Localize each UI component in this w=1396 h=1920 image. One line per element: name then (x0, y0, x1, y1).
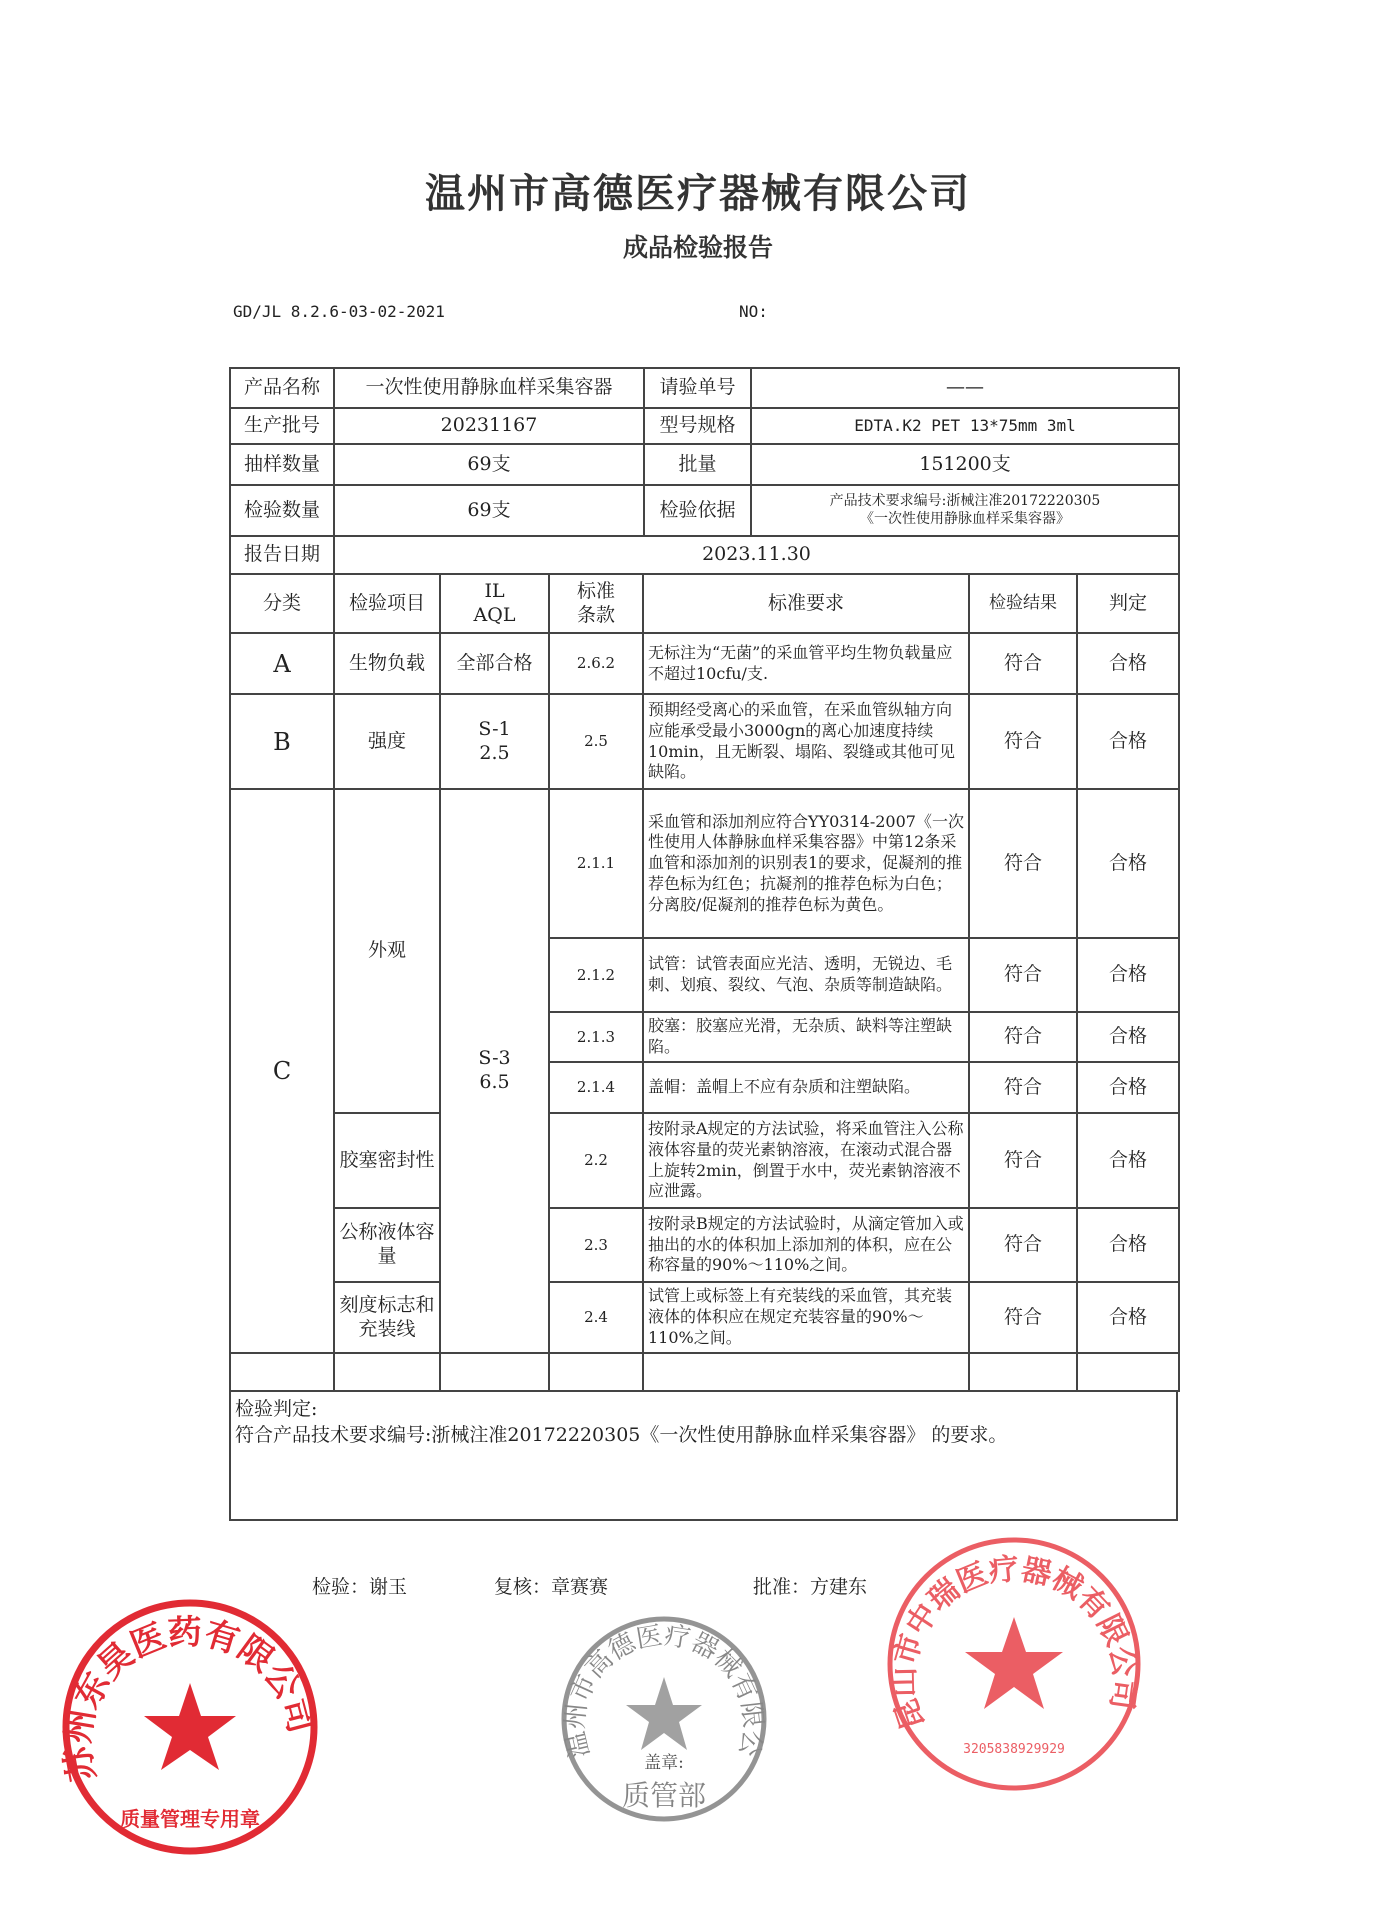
result: 符合 (969, 938, 1077, 1012)
donghao-quality-stamp (57, 1598, 322, 1856)
empty-cell (969, 1353, 1077, 1391)
header-category: 分类 (230, 574, 334, 633)
label: 报告日期 (230, 536, 334, 574)
stamp-ring-text: 昆山市中瑞医疗器械有限公司 (886, 1551, 1142, 1735)
table-row (230, 694, 1179, 789)
quality-dept-stamp (546, 1592, 768, 1823)
requirement: 按附录B规定的方法试验时，从滴定管加入或抽出的水的体积加上添加剂的体积，应在公称容量的90%～110%之间。 (643, 1208, 969, 1282)
star-icon (144, 1683, 236, 1770)
table-row (230, 633, 1179, 694)
result: 符合 (969, 789, 1077, 938)
result: 符合 (969, 1282, 1077, 1353)
empty-cell (643, 1353, 969, 1391)
judgment: 合格 (1077, 1208, 1179, 1282)
clause: 2.1.2 (549, 938, 643, 1012)
requirement: 采血管和添加剂应符合YY0314-2007《一次性使用人体静脉血样采集容器》中第12条采血管和添加剂的识别表1的要求，促凝剂的推荐色标为红色；抗凝剂的推荐色标为白色；分离胶/促凝剂的推荐色标为黄色。 (643, 789, 969, 938)
judgment: 合格 (1077, 1282, 1179, 1353)
header-result: 检验结果 (969, 574, 1077, 633)
judgment: 合格 (1077, 694, 1179, 789)
clause: 2.1.3 (549, 1012, 643, 1062)
result: 符合 (969, 1113, 1077, 1208)
judgment: 合格 (1077, 1062, 1179, 1113)
model-spec: EDTA.K2 PET 13*75mm 3ml (751, 408, 1179, 444)
item: 外观 (334, 789, 440, 1113)
batch-no: 20231167 (334, 408, 644, 444)
empty-row (230, 1353, 1179, 1391)
empty-cell (1077, 1353, 1179, 1391)
requirement: 胶塞：胶塞应光滑，无杂质、缺料等注塑缺陷。 (643, 1012, 969, 1062)
seal-label: 盖章: (644, 1753, 684, 1773)
label: 抽样数量 (230, 444, 334, 485)
basis-line: 产品技术要求编号:浙械注准20172220305 (829, 493, 1101, 509)
inspect-qty: 69支 (334, 485, 644, 536)
table-row (230, 789, 1179, 938)
header-clause (549, 574, 643, 633)
stamp-bottom-text: 质管部 (621, 1779, 707, 1812)
category: A (230, 633, 334, 694)
aql: 全部合格 (440, 633, 549, 694)
company-title: 温州市高德医疗器械有限公司 (425, 170, 971, 217)
star-icon (626, 1677, 702, 1750)
verdict-text: 符合产品技术要求编号:浙械注准20172220305《一次性使用静脉血样采集容器》 的要求。 (235, 1424, 1008, 1446)
clause: 2.1.4 (549, 1062, 643, 1113)
il: S-1 (478, 717, 511, 740)
aql: 6.5 (479, 1071, 510, 1093)
request-no: —— (751, 368, 1179, 408)
requirement: 按附录A规定的方法试验，将采血管注入公称液体容量的荧光素钠溶液，在滚动式混合器上旋转2min，倒置于水中，荧光素钠溶液不应泄露。 (643, 1113, 969, 1208)
table-row (230, 1208, 1179, 1282)
inspection-table (229, 573, 1180, 1392)
empty-cell (230, 1353, 334, 1391)
result: 符合 (969, 1208, 1077, 1282)
il: S-3 (478, 1047, 511, 1070)
stamp-ring-text: 苏州东昊医药有限公司 (57, 1612, 322, 1785)
result: 符合 (969, 1062, 1077, 1113)
stamp-code: 3205838929929 (963, 1742, 1065, 1757)
document-code: GD/JL 8.2.6-03-02-2021 (233, 302, 445, 321)
clause: 2.4 (549, 1282, 643, 1353)
empty-cell (334, 1353, 440, 1391)
product-info-table (229, 367, 1180, 575)
label: 检验数量 (230, 485, 334, 536)
stamp-bottom-text: 质量管理专用章 (120, 1807, 260, 1831)
requirement: 盖帽：盖帽上不应有杂质和注塑缺陷。 (643, 1062, 969, 1113)
label: 生产批号 (230, 408, 334, 444)
result: 符合 (969, 1012, 1077, 1062)
product-name: 一次性使用静脉血样采集容器 (334, 368, 644, 408)
label: 产品名称 (230, 368, 334, 408)
result: 符合 (969, 694, 1077, 789)
basis-line: 《一次性使用静脉血样采集容器》 (860, 510, 1070, 527)
judgment: 合格 (1077, 633, 1179, 694)
sample-qty: 69支 (334, 444, 644, 485)
reviewer-signature: 复核：章赛赛 (494, 1576, 609, 1598)
judgment: 合格 (1077, 1113, 1179, 1208)
clause: 2.1.1 (549, 789, 643, 938)
requirement: 无标注为“无菌”的采血管平均生物负载量应不超过10cfu/支. (643, 633, 969, 694)
empty-cell (549, 1353, 643, 1391)
number-label: NO: (739, 302, 768, 321)
label: 型号规格 (644, 408, 751, 444)
category: C (230, 789, 334, 1353)
inspector-signature: 检验：谢玉 (312, 1576, 408, 1598)
clause: 2.6.2 (549, 633, 643, 694)
header-item: 检验项目 (334, 574, 440, 633)
item: 公称液体容量 (334, 1208, 440, 1282)
table-row (230, 1113, 1179, 1208)
t: 条款 (576, 603, 615, 626)
report-title: 成品检验报告 (622, 233, 773, 262)
label: 检验依据 (644, 485, 751, 536)
item: 生物负载 (334, 633, 440, 694)
t: 标准 (576, 579, 615, 602)
clause: 2.3 (549, 1208, 643, 1282)
judgment: 合格 (1077, 1012, 1179, 1062)
empty-cell (440, 1353, 549, 1391)
requirement: 试管上或标签上有充装线的采血管，其充装液体的体积应在规定充装容量的90%～110%之间。 (643, 1282, 969, 1353)
inspection-basis (751, 485, 1179, 536)
header-il-aql (440, 574, 549, 633)
result: 符合 (969, 633, 1077, 694)
clause: 2.5 (549, 694, 643, 789)
star-icon (965, 1617, 1063, 1709)
verdict-box (229, 1390, 1178, 1521)
zhongrui-company-stamp (885, 1535, 1143, 1793)
label: 批量 (644, 444, 751, 485)
table-row (230, 1282, 1179, 1353)
stamp-ring-text: 温州市高德医疗器械有限公司 (546, 1592, 768, 1761)
item: 胶塞密封性 (334, 1113, 440, 1208)
il: IL (484, 579, 505, 602)
aql: 2.5 (479, 741, 510, 764)
header-judgment: 判定 (1077, 574, 1179, 633)
item: 刻度标志和充装线 (334, 1282, 440, 1353)
label: 请验单号 (644, 368, 751, 408)
requirement: 预期经受离心的采血管，在采血管纵轴方向应能承受最小3000gn的离心加速度持续10min，且无断裂、塌陷、裂缝或其他可见缺陷。 (643, 694, 969, 789)
category: B (230, 694, 334, 789)
report-date: 2023.11.30 (334, 536, 1179, 574)
header-requirement: 标准要求 (643, 574, 969, 633)
judgment: 合格 (1077, 789, 1179, 938)
aql: AQL (473, 603, 516, 626)
clause: 2.2 (549, 1113, 643, 1208)
judgment: 合格 (1077, 938, 1179, 1012)
il-aql (440, 694, 549, 789)
item: 强度 (334, 694, 440, 789)
approver-signature: 批准：方建东 (753, 1576, 868, 1598)
lot-size: 151200支 (751, 444, 1179, 485)
il-aql (440, 789, 549, 1353)
requirement: 试管：试管表面应光洁、透明，无锐边、毛刺、划痕、裂纹、气泡、杂质等制造缺陷。 (643, 938, 969, 1012)
verdict-label: 检验判定: (235, 1398, 318, 1420)
